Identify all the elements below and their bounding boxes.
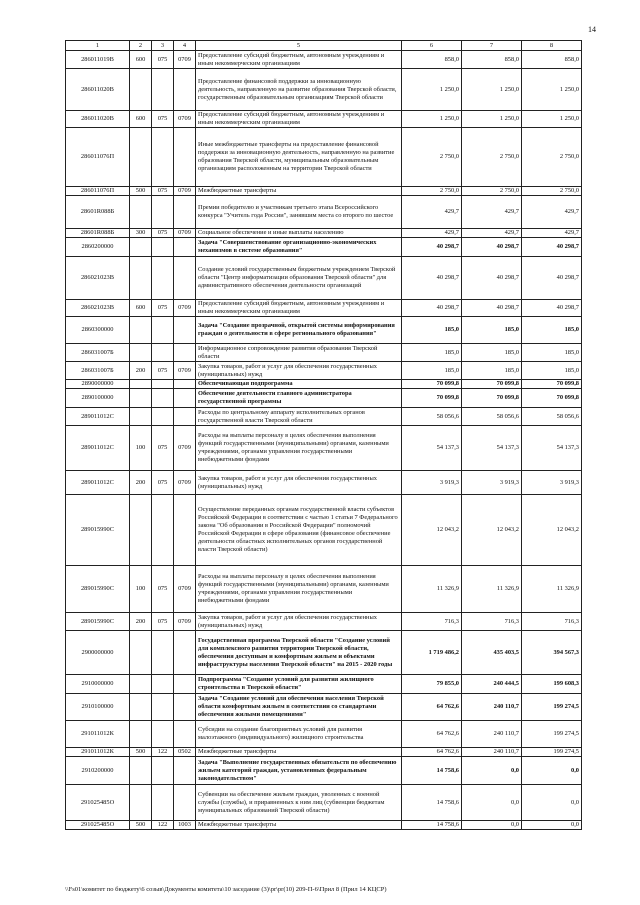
row-description-cell: Закупка товаров, работ и услуг для обеспечения государственных (муниципальных) нужд: [196, 471, 402, 495]
row-amount-2020-cell: 199 274,5: [522, 748, 582, 757]
row-section-cell: 0709: [174, 362, 196, 380]
row-amount-2018-cell: 54 137,3: [402, 426, 462, 471]
row-code-cell: 289015990С: [66, 566, 130, 613]
row-amount-2020-cell: 54 137,3: [522, 426, 582, 471]
row-amount-2020-cell: 199 608,3: [522, 675, 582, 694]
row-department-cell: 075: [152, 566, 174, 613]
header-cell: 1: [66, 41, 130, 51]
row-department-cell: 122: [152, 748, 174, 757]
row-expense-type-cell: [130, 495, 152, 566]
row-description-cell: Субвенции на обеспечение жильем граждан, уволенных с военной службы (службы), и приравненных к ним лиц (субвенции бюджетам муниципальных образований Тверской области): [196, 785, 402, 821]
row-code-cell: 2910200000: [66, 757, 130, 785]
row-section-cell: 0709: [174, 51, 196, 69]
row-amount-2018-cell: 14 758,6: [402, 785, 462, 821]
row-expense-type-cell: [130, 257, 152, 300]
row-code-cell: 2890000000: [66, 380, 130, 389]
row-amount-2020-cell: 0,0: [522, 821, 582, 830]
row-amount-2019-cell: 40 298,7: [462, 257, 522, 300]
header-cell: 8: [522, 41, 582, 51]
header-cell: 7: [462, 41, 522, 51]
row-amount-2020-cell: 716,3: [522, 613, 582, 631]
row-amount-2018-cell: 14 758,6: [402, 757, 462, 785]
table-row: [66, 196, 582, 229]
row-description-cell: Предоставление финансовой поддержки за инновационную деятельность, направленную на развитие образования Тверской области, государственным образовательным организациям Тверской области: [196, 69, 402, 111]
table-row: [66, 675, 582, 694]
row-amount-2018-cell: 11 326,9: [402, 566, 462, 613]
row-description-cell: Обеспечивающая подпрограмма: [196, 380, 402, 389]
row-amount-2018-cell: 40 298,7: [402, 238, 462, 257]
row-code-cell: 289011012С: [66, 426, 130, 471]
row-expense-type-cell: [130, 389, 152, 408]
row-amount-2019-cell: 185,0: [462, 317, 522, 344]
row-code-cell: 291011012К: [66, 721, 130, 748]
row-code-cell: 291011012К: [66, 748, 130, 757]
header-row: [66, 41, 582, 51]
row-amount-2019-cell: 858,0: [462, 51, 522, 69]
row-amount-2018-cell: 185,0: [402, 344, 462, 362]
row-expense-type-cell: 300: [130, 229, 152, 238]
row-section-cell: [174, 238, 196, 257]
row-expense-type-cell: 600: [130, 111, 152, 128]
row-code-cell: 286021023В: [66, 257, 130, 300]
row-amount-2019-cell: 435 403,5: [462, 631, 522, 675]
row-amount-2020-cell: 11 326,9: [522, 566, 582, 613]
row-code-cell: 289015990С: [66, 495, 130, 566]
row-amount-2020-cell: 429,7: [522, 196, 582, 229]
table-row: [66, 757, 582, 785]
row-description-cell: Предоставление субсидий бюджетным, автономным учреждениям и иным некоммерческим организациям: [196, 51, 402, 69]
row-description-cell: Задача "Совершенствование организационно-экономических механизмов в системе образования": [196, 238, 402, 257]
row-section-cell: [174, 785, 196, 821]
row-amount-2019-cell: 54 137,3: [462, 426, 522, 471]
row-expense-type-cell: 500: [130, 821, 152, 830]
row-description-cell: Подпрограмма "Создание условий для развития жилищного строительства в Тверской области": [196, 675, 402, 694]
row-amount-2019-cell: 2 750,0: [462, 128, 522, 187]
row-expense-type-cell: [130, 380, 152, 389]
table-row: [66, 69, 582, 111]
table-row: [66, 721, 582, 748]
row-expense-type-cell: [130, 675, 152, 694]
row-description-cell: Межбюджетные трансферты: [196, 187, 402, 196]
row-amount-2020-cell: 185,0: [522, 344, 582, 362]
row-department-cell: [152, 785, 174, 821]
row-section-cell: 0502: [174, 748, 196, 757]
row-amount-2020-cell: 1 250,0: [522, 111, 582, 128]
row-description-cell: Информационное сопровождение развития образования Тверской области: [196, 344, 402, 362]
header-cell: 2: [130, 41, 152, 51]
row-section-cell: [174, 495, 196, 566]
row-expense-type-cell: [130, 757, 152, 785]
row-description-cell: Социальное обеспечение и иные выплаты населению: [196, 229, 402, 238]
row-description-cell: Премии победителю и участникам третьего этапа Всероссийского конкурса "Учитель года России", занявшим места со второго по шестое: [196, 196, 402, 229]
row-section-cell: [174, 128, 196, 187]
row-section-cell: 0709: [174, 229, 196, 238]
row-section-cell: 0709: [174, 426, 196, 471]
row-amount-2018-cell: 185,0: [402, 317, 462, 344]
row-amount-2019-cell: 716,3: [462, 613, 522, 631]
row-amount-2020-cell: 2 750,0: [522, 128, 582, 187]
header-cell: 4: [174, 41, 196, 51]
row-amount-2019-cell: 40 298,7: [462, 300, 522, 317]
row-code-cell: 2900000000: [66, 631, 130, 675]
row-amount-2019-cell: 429,7: [462, 196, 522, 229]
row-department-cell: 075: [152, 300, 174, 317]
row-expense-type-cell: 500: [130, 748, 152, 757]
table-row: [66, 408, 582, 426]
row-amount-2020-cell: 185,0: [522, 362, 582, 380]
row-amount-2018-cell: 716,3: [402, 613, 462, 631]
row-amount-2019-cell: 1 250,0: [462, 69, 522, 111]
row-department-cell: [152, 721, 174, 748]
row-description-cell: Расходы на выплаты персоналу в целях обеспечения выполнения функций государственными (муниципальными) органами, казенными учреждениями, органами управления государственными внебюджетными фондами: [196, 566, 402, 613]
row-expense-type-cell: 200: [130, 471, 152, 495]
table-row: [66, 380, 582, 389]
row-expense-type-cell: 200: [130, 362, 152, 380]
row-section-cell: [174, 317, 196, 344]
row-section-cell: 0709: [174, 300, 196, 317]
row-amount-2020-cell: 429,7: [522, 229, 582, 238]
row-amount-2018-cell: 1 719 486,2: [402, 631, 462, 675]
row-expense-type-cell: 100: [130, 566, 152, 613]
row-amount-2020-cell: 858,0: [522, 51, 582, 69]
table-row: [66, 300, 582, 317]
row-amount-2020-cell: 199 274,5: [522, 694, 582, 721]
row-amount-2019-cell: 1 250,0: [462, 111, 522, 128]
row-expense-type-cell: 100: [130, 426, 152, 471]
row-amount-2019-cell: 240 110,7: [462, 694, 522, 721]
row-code-cell: 289011012С: [66, 408, 130, 426]
table-row: [66, 785, 582, 821]
row-amount-2018-cell: 3 919,3: [402, 471, 462, 495]
row-department-cell: [152, 380, 174, 389]
row-amount-2018-cell: 64 762,6: [402, 694, 462, 721]
row-code-cell: 286011020В: [66, 111, 130, 128]
row-amount-2018-cell: 64 762,6: [402, 748, 462, 757]
table-row: [66, 187, 582, 196]
row-amount-2018-cell: 79 855,0: [402, 675, 462, 694]
row-section-cell: 0709: [174, 471, 196, 495]
row-description-cell: Расходы по центральному аппарату исполнительных органов государственной власти Тверской области: [196, 408, 402, 426]
row-description-cell: Закупка товаров, работ и услуг для обеспечения государственных (муниципальных) нужд: [196, 362, 402, 380]
table-row: [66, 495, 582, 566]
row-expense-type-cell: [130, 238, 152, 257]
row-expense-type-cell: [130, 196, 152, 229]
row-expense-type-cell: [130, 344, 152, 362]
row-code-cell: 2890100000: [66, 389, 130, 408]
row-code-cell: 2860200000: [66, 238, 130, 257]
row-department-cell: 075: [152, 51, 174, 69]
row-amount-2018-cell: 185,0: [402, 362, 462, 380]
table-row: [66, 362, 582, 380]
row-description-cell: Межбюджетные трансферты: [196, 821, 402, 830]
row-amount-2020-cell: 58 056,6: [522, 408, 582, 426]
row-department-cell: [152, 389, 174, 408]
row-amount-2019-cell: 0,0: [462, 785, 522, 821]
row-amount-2019-cell: 0,0: [462, 821, 522, 830]
header-cell: 5: [196, 41, 402, 51]
row-amount-2018-cell: 1 250,0: [402, 69, 462, 111]
row-amount-2018-cell: 14 758,6: [402, 821, 462, 830]
row-description-cell: Закупка товаров, работ и услуг для обеспечения государственных (муниципальных) нужд: [196, 613, 402, 631]
row-amount-2020-cell: 1 250,0: [522, 69, 582, 111]
row-code-cell: 286011020В: [66, 69, 130, 111]
row-amount-2018-cell: 64 762,6: [402, 721, 462, 748]
row-amount-2019-cell: 2 750,0: [462, 187, 522, 196]
row-amount-2020-cell: 40 298,7: [522, 257, 582, 300]
row-department-cell: [152, 675, 174, 694]
row-amount-2019-cell: 185,0: [462, 362, 522, 380]
row-amount-2019-cell: 70 099,8: [462, 389, 522, 408]
row-department-cell: [152, 238, 174, 257]
row-description-cell: Создание условий государственным бюджетным учреждением Тверской области "Центр информатизации образования Тверской области" для административного обеспечения деятельности организаций: [196, 257, 402, 300]
row-department-cell: [152, 495, 174, 566]
row-description-cell: Осуществление переданных органам государственной власти субъектов Российской Федерации в соответствии с частью 1 статьи 7 Федерального закона "Об образовании в Российской Федерации" полномочий Российской Федерации в сфере образования (финансовое обеспечение деятельности областных исполнительных органов государственной власти Тверской области): [196, 495, 402, 566]
row-description-cell: Предоставление субсидий бюджетным, автономным учреждениям и иным некоммерческим организациям: [196, 111, 402, 128]
row-amount-2019-cell: 70 099,8: [462, 380, 522, 389]
row-department-cell: 075: [152, 111, 174, 128]
table-row: [66, 317, 582, 344]
row-amount-2018-cell: 58 056,6: [402, 408, 462, 426]
row-expense-type-cell: [130, 69, 152, 111]
file-path-footer: \\Fs01\комитет по бюджету\6 созыв\Документы комитета\10 заседание (3)\pr\pr(10) 209-П-6\Прил 8 (Прил 14 КЦСР): [65, 886, 387, 893]
row-section-cell: [174, 721, 196, 748]
row-department-cell: [152, 196, 174, 229]
row-department-cell: [152, 69, 174, 111]
row-department-cell: [152, 408, 174, 426]
row-section-cell: 1003: [174, 821, 196, 830]
table-row: [66, 389, 582, 408]
row-amount-2019-cell: 11 326,9: [462, 566, 522, 613]
row-department-cell: [152, 128, 174, 187]
row-description-cell: Межбюджетные трансферты: [196, 748, 402, 757]
row-expense-type-cell: [130, 317, 152, 344]
row-amount-2018-cell: 429,7: [402, 229, 462, 238]
row-amount-2018-cell: 70 099,8: [402, 380, 462, 389]
row-amount-2019-cell: 429,7: [462, 229, 522, 238]
header-cell: 3: [152, 41, 174, 51]
header-cell: 6: [402, 41, 462, 51]
row-code-cell: 286031007Б: [66, 344, 130, 362]
table-row: [66, 566, 582, 613]
row-description-cell: Обеспечение деятельности главного администратора государственной программы: [196, 389, 402, 408]
row-expense-type-cell: [130, 408, 152, 426]
row-section-cell: [174, 344, 196, 362]
row-amount-2019-cell: 240 444,5: [462, 675, 522, 694]
row-amount-2018-cell: 12 043,2: [402, 495, 462, 566]
row-expense-type-cell: [130, 721, 152, 748]
row-amount-2020-cell: 2 750,0: [522, 187, 582, 196]
row-amount-2020-cell: 40 298,7: [522, 238, 582, 257]
row-description-cell: Расходы на выплаты персоналу в целях обеспечения выполнения функций государственными (муниципальными) органами, казенными учреждениями, органами управления государственными внебюджетными фондами: [196, 426, 402, 471]
row-amount-2020-cell: 40 298,7: [522, 300, 582, 317]
row-section-cell: [174, 389, 196, 408]
row-section-cell: [174, 380, 196, 389]
row-amount-2018-cell: 858,0: [402, 51, 462, 69]
table-row: [66, 631, 582, 675]
table-row: [66, 51, 582, 69]
row-department-cell: [152, 317, 174, 344]
row-code-cell: 289011012С: [66, 471, 130, 495]
row-description-cell: Задача "Создание условий для обеспечения населения Тверской области комфортным жильем в соответствии со стандартами обеспечения жилыми помещениями": [196, 694, 402, 721]
row-amount-2019-cell: 185,0: [462, 344, 522, 362]
row-amount-2020-cell: 199 274,5: [522, 721, 582, 748]
row-description-cell: Задача "Выполнение государственных обязательств по обеспечению жильем категорий граждан, установленных федеральным законодательством": [196, 757, 402, 785]
row-code-cell: 291025485О: [66, 785, 130, 821]
row-code-cell: 286011076П: [66, 187, 130, 196]
table-row: [66, 238, 582, 257]
table-row: [66, 111, 582, 128]
row-section-cell: 0709: [174, 187, 196, 196]
row-expense-type-cell: [130, 128, 152, 187]
row-code-cell: 286011076П: [66, 128, 130, 187]
table-row: [66, 344, 582, 362]
row-section-cell: [174, 757, 196, 785]
row-code-cell: 2910100000: [66, 694, 130, 721]
row-section-cell: 0709: [174, 111, 196, 128]
row-code-cell: 2910000000: [66, 675, 130, 694]
row-code-cell: 286011019В: [66, 51, 130, 69]
row-section-cell: 0709: [174, 613, 196, 631]
row-section-cell: [174, 631, 196, 675]
row-description-cell: Задача "Создание прозрачной, открытой системы информирования граждан о деятельности в сфере регионального образования": [196, 317, 402, 344]
row-expense-type-cell: 200: [130, 613, 152, 631]
row-amount-2020-cell: 70 099,8: [522, 380, 582, 389]
row-department-cell: [152, 694, 174, 721]
row-code-cell: 2860300000: [66, 317, 130, 344]
table-row: [66, 821, 582, 830]
row-section-cell: [174, 675, 196, 694]
row-code-cell: 291025485О: [66, 821, 130, 830]
row-code-cell: 286031007Б: [66, 362, 130, 380]
row-department-cell: [152, 757, 174, 785]
row-section-cell: [174, 408, 196, 426]
table-row: [66, 613, 582, 631]
row-description-cell: Предоставление субсидий бюджетным, автономным учреждениям и иным некоммерческим организациям: [196, 300, 402, 317]
row-amount-2019-cell: 3 919,3: [462, 471, 522, 495]
row-department-cell: 075: [152, 471, 174, 495]
row-code-cell: 286021023В: [66, 300, 130, 317]
row-expense-type-cell: 500: [130, 187, 152, 196]
table-row: [66, 694, 582, 721]
row-amount-2020-cell: 12 043,2: [522, 495, 582, 566]
row-section-cell: 0709: [174, 566, 196, 613]
table-row: [66, 471, 582, 495]
row-code-cell: 28601R088Б: [66, 196, 130, 229]
table-row: [66, 229, 582, 238]
row-amount-2020-cell: 3 919,3: [522, 471, 582, 495]
table-row: [66, 748, 582, 757]
row-amount-2018-cell: 1 250,0: [402, 111, 462, 128]
row-amount-2020-cell: 70 099,8: [522, 389, 582, 408]
row-amount-2018-cell: 70 099,8: [402, 389, 462, 408]
table-row: [66, 426, 582, 471]
row-department-cell: 075: [152, 362, 174, 380]
row-expense-type-cell: 600: [130, 300, 152, 317]
row-amount-2020-cell: 394 567,3: [522, 631, 582, 675]
row-department-cell: [152, 344, 174, 362]
row-amount-2018-cell: 40 298,7: [402, 257, 462, 300]
row-department-cell: 075: [152, 187, 174, 196]
row-amount-2020-cell: 185,0: [522, 317, 582, 344]
row-department-cell: 075: [152, 613, 174, 631]
row-expense-type-cell: [130, 785, 152, 821]
row-amount-2019-cell: 240 110,7: [462, 748, 522, 757]
row-description-cell: Государственная программа Тверской области "Создание условий для комплексного развития территории Тверской области, обеспечения доступным и комфортным жильем и объектами инфраструктуры населения Тверской области" на 2015 - 2020 годы: [196, 631, 402, 675]
page-number: 14: [588, 25, 596, 34]
row-amount-2018-cell: 2 750,0: [402, 128, 462, 187]
row-department-cell: 075: [152, 426, 174, 471]
table-row: [66, 128, 582, 187]
row-amount-2018-cell: 429,7: [402, 196, 462, 229]
row-section-cell: [174, 257, 196, 300]
budget-table: [65, 40, 582, 830]
row-amount-2018-cell: 2 750,0: [402, 187, 462, 196]
row-expense-type-cell: [130, 694, 152, 721]
row-description-cell: Иные межбюджетные трансферты на предоставление финансовой поддержки за инновационную деятельность, направленную на развитие образования Тверской области, муниципальным образовательным организациям расположенным на территории Тверской области: [196, 128, 402, 187]
row-amount-2019-cell: 58 056,6: [462, 408, 522, 426]
row-amount-2019-cell: 12 043,2: [462, 495, 522, 566]
row-section-cell: [174, 694, 196, 721]
row-amount-2019-cell: 40 298,7: [462, 238, 522, 257]
row-section-cell: [174, 69, 196, 111]
row-amount-2019-cell: 0,0: [462, 757, 522, 785]
row-amount-2020-cell: 0,0: [522, 785, 582, 821]
row-code-cell: 289015990С: [66, 613, 130, 631]
row-expense-type-cell: [130, 631, 152, 675]
row-department-cell: 075: [152, 229, 174, 238]
row-expense-type-cell: 600: [130, 51, 152, 69]
row-description-cell: Субсидии на создание благоприятных условий для развития малоэтажного (индивидуального) жилищного строительства: [196, 721, 402, 748]
row-amount-2018-cell: 40 298,7: [402, 300, 462, 317]
row-department-cell: 122: [152, 821, 174, 830]
row-section-cell: [174, 196, 196, 229]
row-code-cell: 28601R088Б: [66, 229, 130, 238]
row-amount-2019-cell: 240 110,7: [462, 721, 522, 748]
row-department-cell: [152, 631, 174, 675]
table-row: [66, 257, 582, 300]
row-department-cell: [152, 257, 174, 300]
row-amount-2020-cell: 0,0: [522, 757, 582, 785]
